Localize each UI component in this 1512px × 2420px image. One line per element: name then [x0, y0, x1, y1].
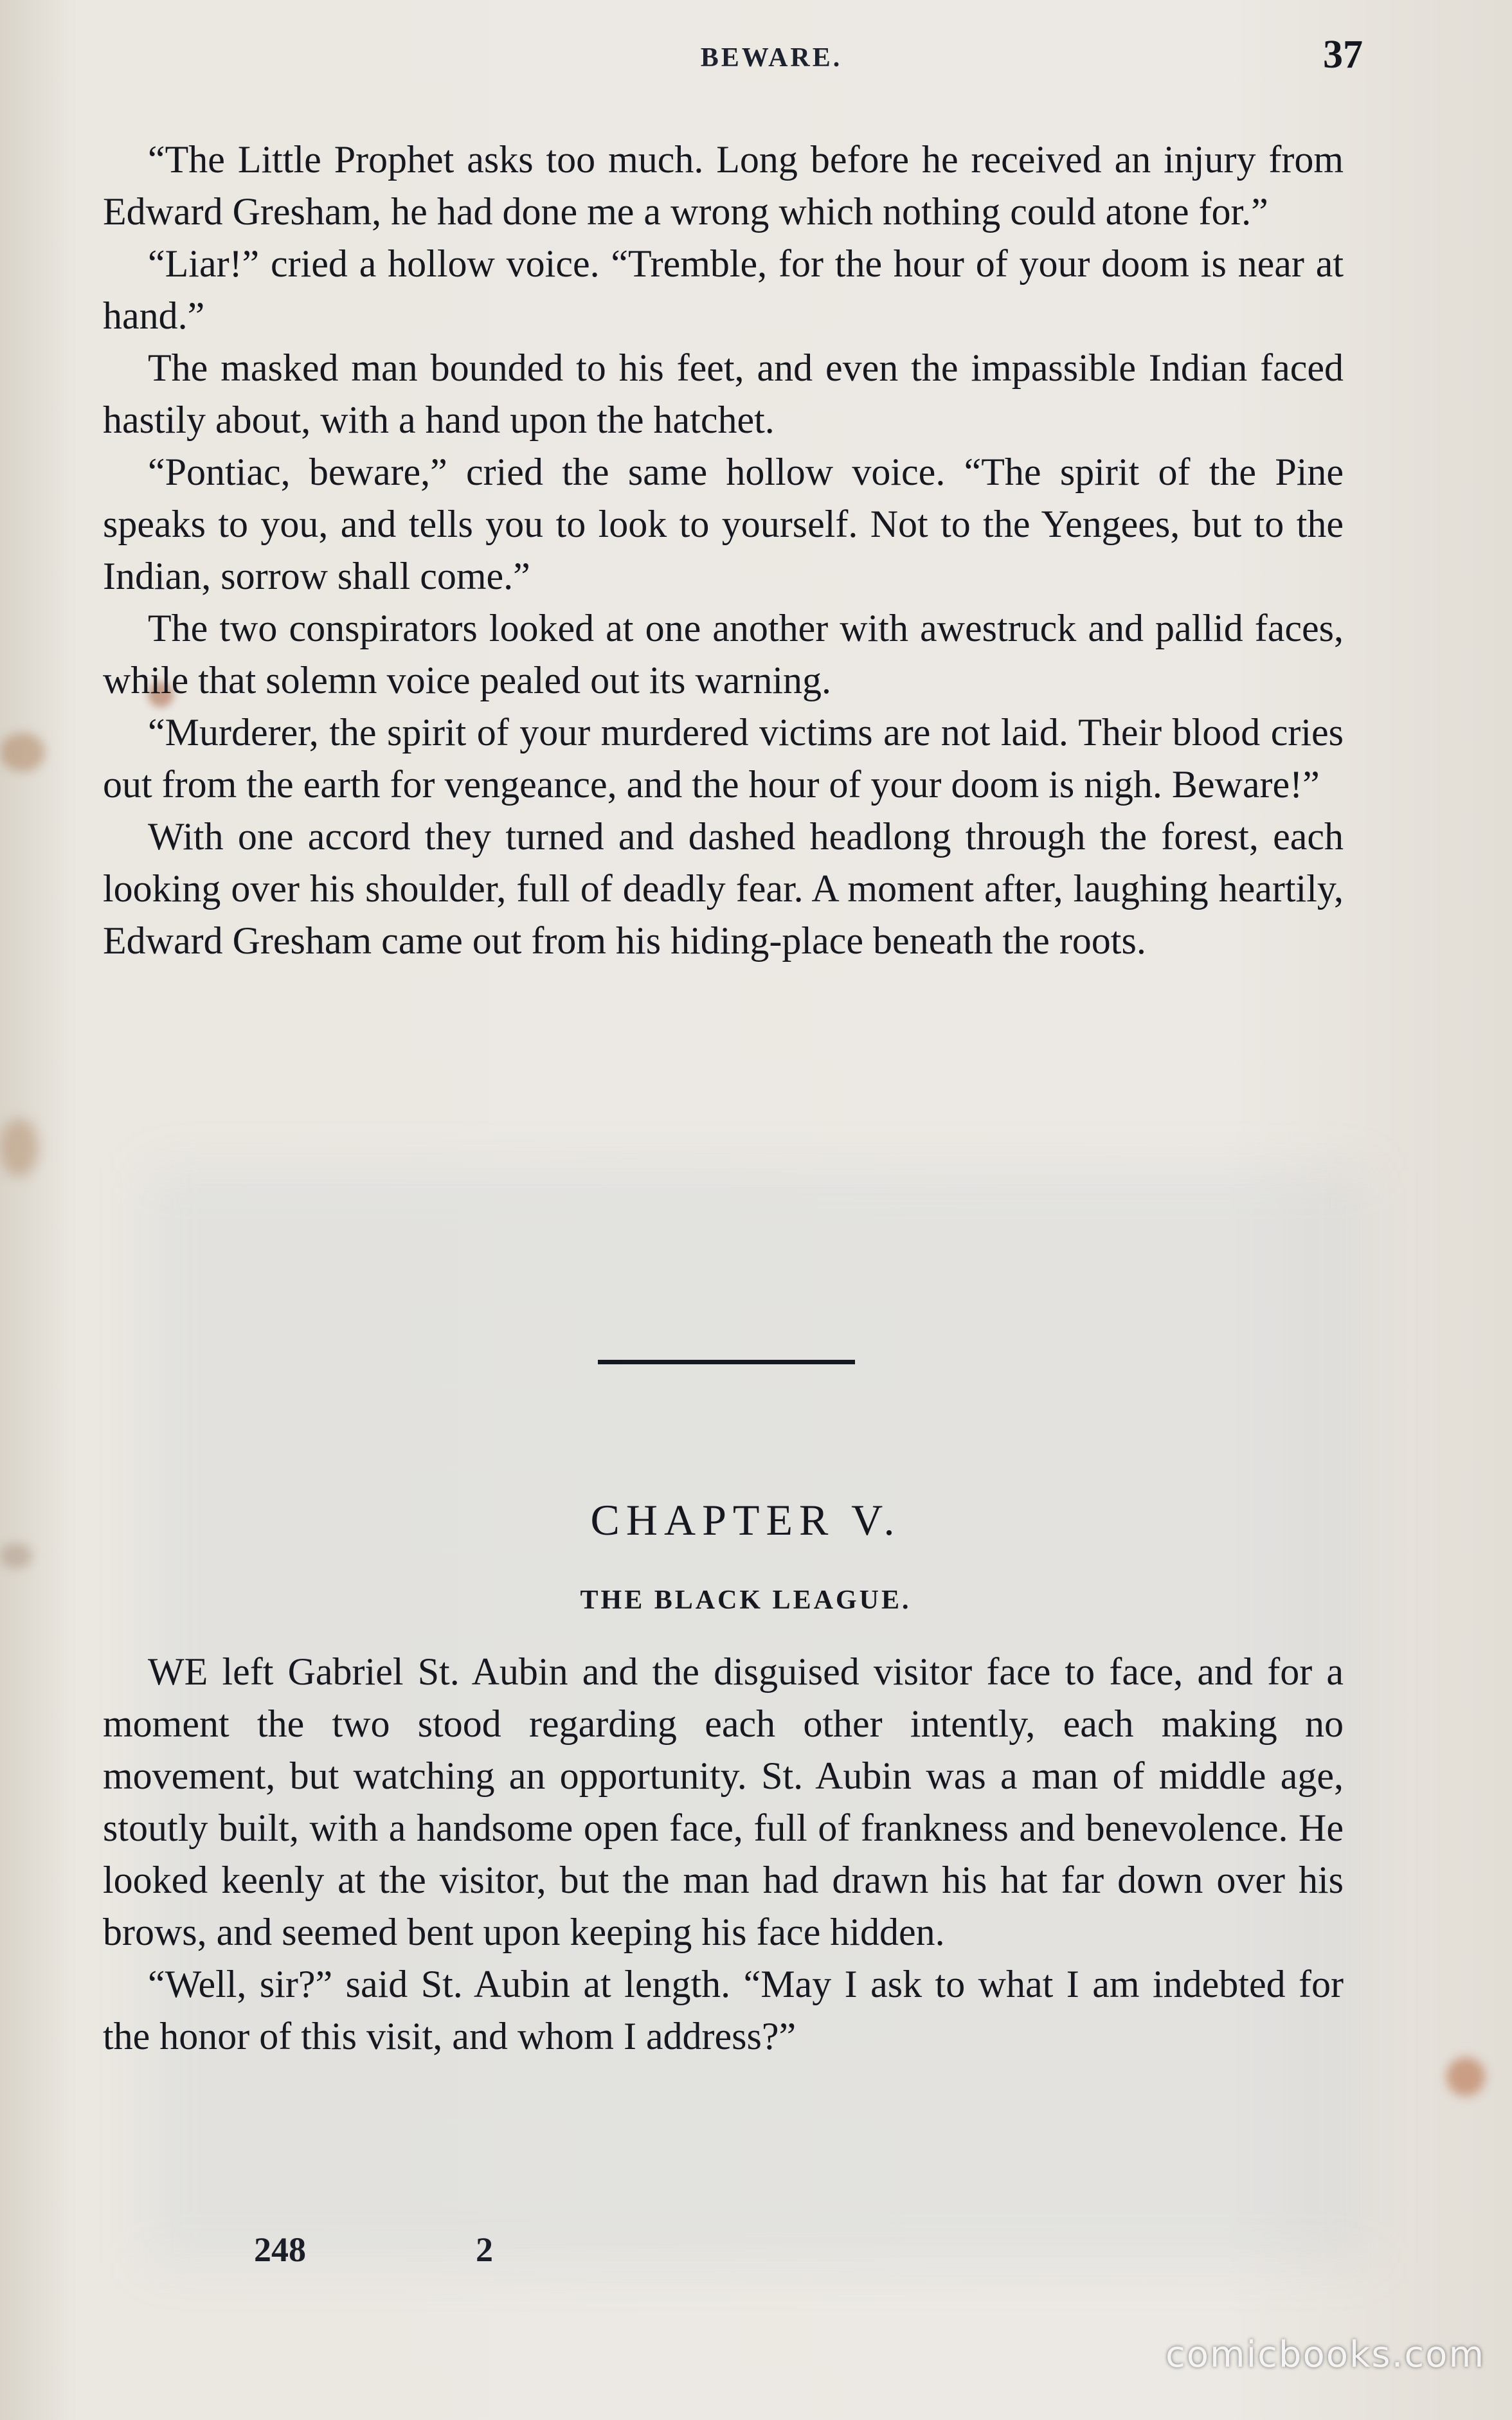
lower-text-block: [103, 1646, 1344, 2063]
section-divider-rule: [598, 1360, 855, 1364]
paragraph: “Well, sir?” said St. Aubin at length. “May I ask to what I am indebted for the honor of this visit, and whom I address?”: [103, 1963, 1344, 2057]
paragraph: WE left Gabriel St. Aubin and the disguised visitor face to face, and for a moment the two stood regarding each other intently, each making no movement, but watching an opportunity. St. Aubin was a man of middle age, stoutly built, with a handsome open face, full of frankness and benevolence. He looked keenly at the visitor, but the man had drawn his hat far down over his brows, and seemed bent upon keeping his face hidden.: [103, 1650, 1344, 1953]
paragraph: “Murderer, the spirit of your murdered victims are not laid. Their blood cries out from the earth for vengeance, and the hour of your doom is nigh. Beware!”: [103, 711, 1344, 806]
page-stain: [0, 733, 45, 772]
running-head: BEWARE.: [700, 43, 843, 73]
signature-mark: 248: [254, 2230, 306, 2269]
page-stain: [0, 1119, 39, 1177]
watermark: comicbooks.com: [1165, 2334, 1485, 2376]
chapter-subtitle: THE BLACK LEAGUE.: [580, 1585, 912, 1615]
paragraph: “The Little Prophet asks too much. Long before he received an injury from Edward Gresham, he had done me a wrong which nothing could atone for.”: [103, 138, 1344, 233]
paragraph: The two conspirators looked at one another with awestruck and pallid faces, while that solemn voice pealed out its warning.: [103, 607, 1344, 701]
paragraph: “Liar!” cried a hollow voice. “Tremble, for the hour of your doom is near at hand.”: [103, 242, 1344, 337]
page-stain: [1446, 2057, 1485, 2096]
paragraph: The masked man bounded to his feet, and even the impassible Indian faced hastily about, with a hand upon the hatchet.: [103, 347, 1344, 441]
paragraph: “Pontiac, beware,” cried the same hollow voice. “The spirit of the Pine speaks to you, and tells you to look to yourself. Not to the Yengees, but to the Indian, sorrow shall come.”: [103, 451, 1344, 597]
footer-number: 2: [476, 2230, 493, 2269]
page-stain: [0, 1543, 32, 1569]
upper-text-block: [103, 134, 1344, 967]
paragraph: With one accord they turned and dashed headlong through the forest, each looking over his shoulder, full of deadly fear. A moment after, laughing heartily, Edward Gresham came out from his hiding-place beneath the roots.: [103, 815, 1344, 962]
page-number: 37: [1323, 33, 1363, 77]
chapter-title: CHAPTER V.: [590, 1495, 901, 1544]
